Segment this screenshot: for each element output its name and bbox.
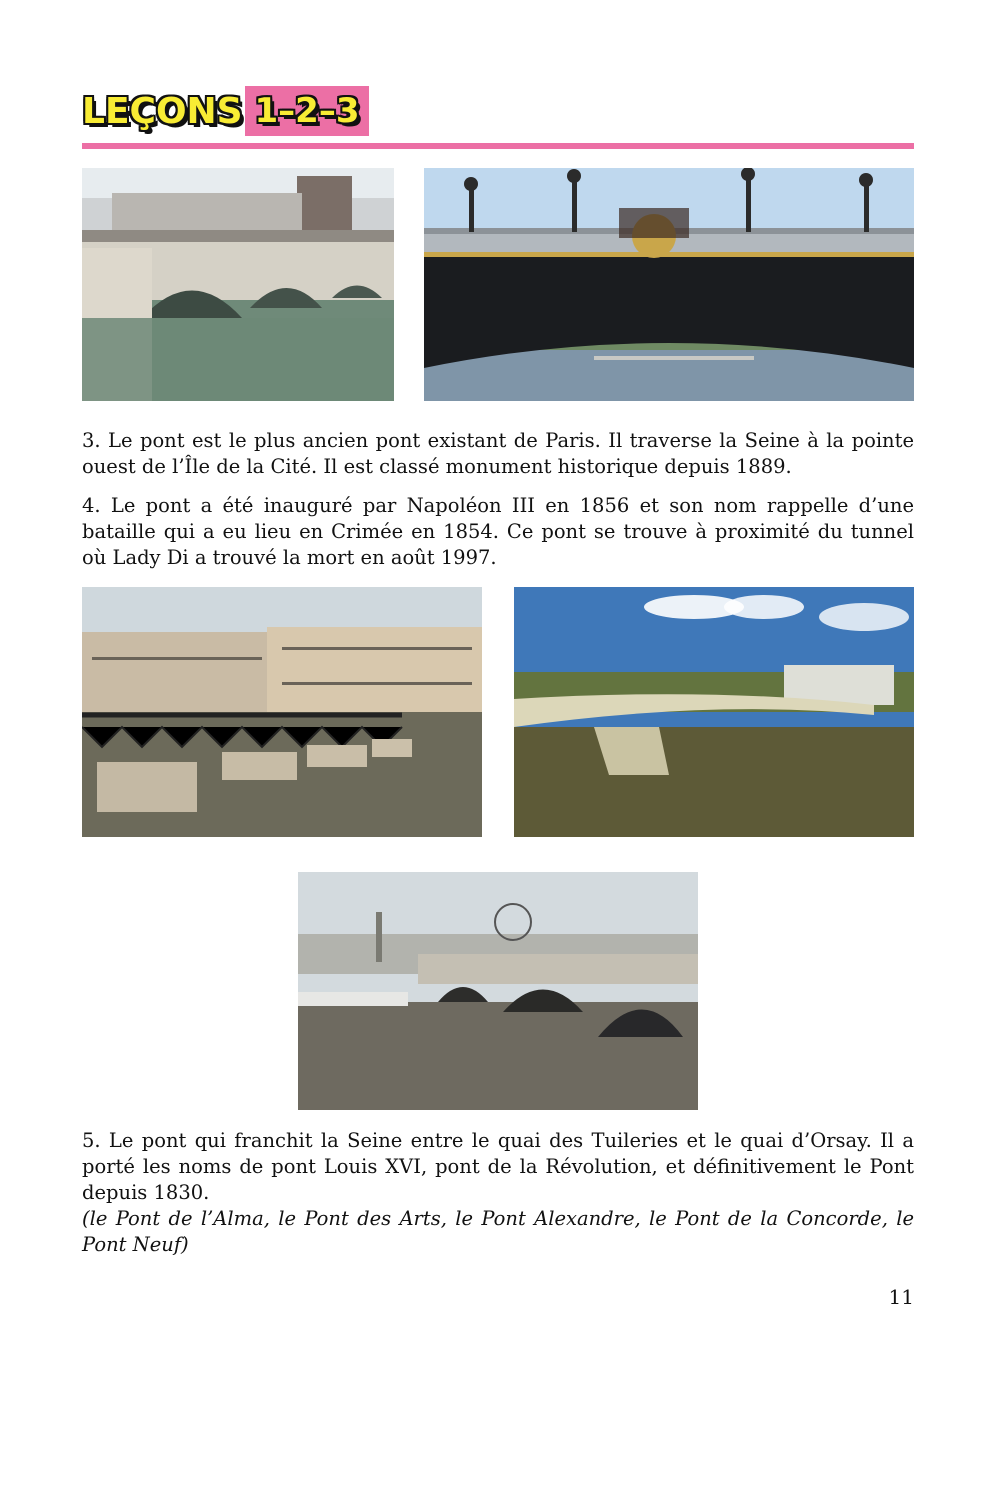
photo-pont-alma — [514, 587, 914, 837]
question-3: 3. Le pont est le plus ancien pont existant de Paris. Il traverse la Seine à la pointe ouest de l’Île de la Cité. Il est classé monument historique depuis 1889. — [82, 429, 914, 478]
photo-pont-alexandre — [424, 168, 914, 401]
page-number: 11 — [888, 1285, 914, 1309]
photo-pont-neuf — [82, 168, 394, 401]
lesson-title: LEÇONS — [82, 91, 243, 132]
lesson-badge-label: 1–2–3 — [254, 91, 360, 131]
question-5: 5. Le pont qui franchit la Seine entre le quai des Tuileries et le quai d’Orsay. Il a porté les noms de pont Louis XVI, pont de la Révolution, et définitivement le Pont depuis 1830. — [82, 1129, 914, 1204]
answer-list: (le Pont de l’Alma, le Pont des Arts, le Pont Alexandre, le Pont de la Concorde, le Pont Neuf) — [82, 1207, 914, 1256]
photo-pont-concorde — [298, 872, 698, 1110]
header-rule — [82, 143, 914, 149]
lesson-header — [82, 86, 914, 150]
photo-pont-des-arts — [82, 587, 482, 837]
question-4: 4. Le pont a été inauguré par Napoléon III en 1856 et son nom rappelle d’une bataille qui a eu lieu en Crimée en 1854. Ce pont se trouve à proximité du tunnel où Lady Di a trouvé la mort en août 1997. — [82, 494, 914, 569]
lesson-badge — [245, 86, 369, 136]
